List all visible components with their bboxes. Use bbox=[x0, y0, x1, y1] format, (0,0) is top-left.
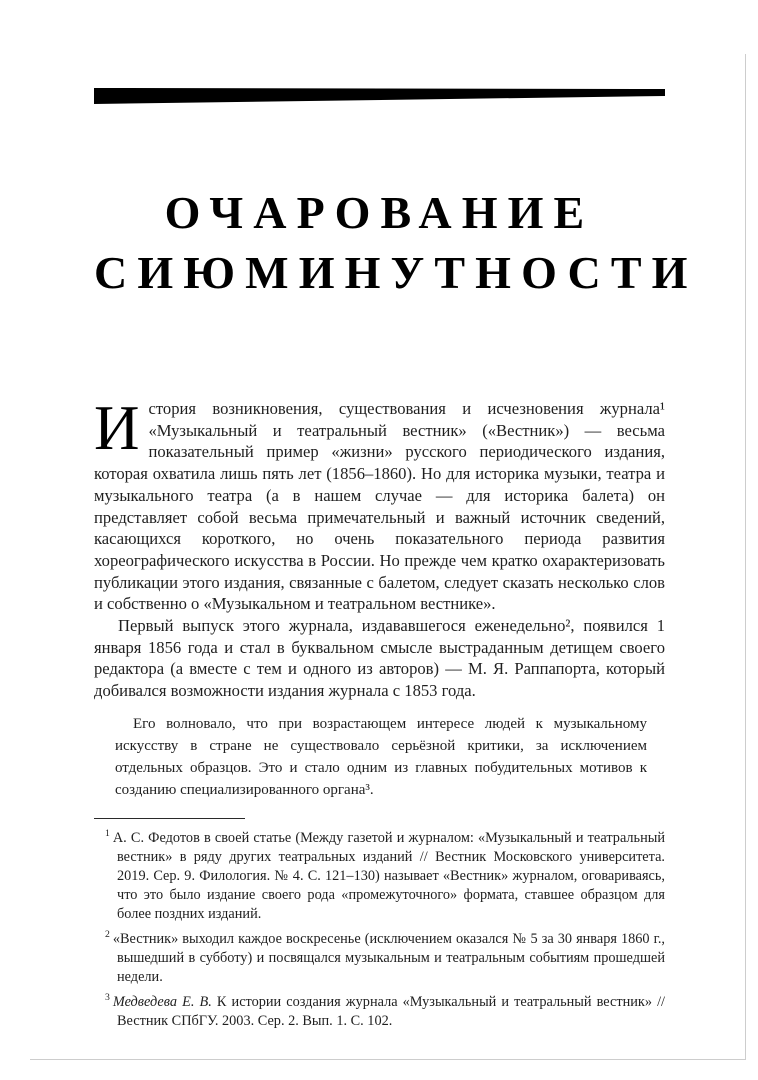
footnote-3-text: К истории создания журнала «Музыкальный и театральный вестник» // Вестник СПбГУ. 2003. Сер. 2. Вып. 1. С. 102. bbox=[117, 993, 666, 1029]
footnote-1 bbox=[94, 829, 665, 924]
body-paragraph-2: Первый выпуск этого журнала, издававшегося еженедельно², появился 1 января 1856 года и стал в буквальном смысле выстраданным детищем своего редактора (а вместе с тем и одного из авторов) — М. Я. Раппапорта, который добивался возможности издания журнала с 1853 года. bbox=[94, 616, 665, 701]
footnote-1-marker: 1 bbox=[105, 828, 110, 840]
chapter-title-line2: СИЮМИНУТНОСТИ bbox=[94, 247, 698, 298]
chapter-ornament bbox=[94, 88, 665, 105]
footnote-3-author: Медведева Е. В. bbox=[112, 993, 212, 1010]
body-text bbox=[94, 393, 665, 801]
footnote-3 bbox=[94, 993, 665, 1031]
footnote-2-marker: 2 bbox=[105, 929, 110, 941]
footnote-separator bbox=[94, 818, 245, 819]
page-edge-right bbox=[745, 54, 746, 1060]
chapter-title-line1: ОЧАРОВАНИЕ bbox=[164, 187, 595, 238]
drop-cap: И bbox=[94, 393, 140, 463]
block-quote: Его волновало, что при возрастающем интересе людей к музыкальному искусству в стране не существовало серьёзной критики, за исключением отдельных образцов. Это и стало одним из главных побудительных мотивов к созданию специализированного органа³. bbox=[115, 715, 647, 798]
chapter-title bbox=[94, 183, 698, 303]
chapter-ornament-rule bbox=[94, 88, 665, 105]
footnote-1-text: А. С. Федотов в своей статье (Между газетой и журналом: «Музыкальный и театральный вестник» в ряду других театральных изданий // Вестник Московского университета. 2019. Сер. 9. Филология. № 4. С. 121–130) называет «Вестник» журналом, оговариваясь, что это было издание своего рода «промежуточного» формата, ставшее образцом для более поздних изданий. bbox=[112, 829, 665, 922]
footnote-3-marker: 3 bbox=[105, 992, 110, 1004]
page-edge-bottom bbox=[30, 1059, 746, 1060]
body-paragraph-1-text: стория возникновения, существования и исчезновения журнала¹ «Музыкальный и театральный вестник» («Вестник») — весьма показательный пример «жизни» русского периодического издания, которая охватила лишь пять лет (1856–1860). Но для историка музыки, театра и музыкального театра (а в нашем случае — для историка балета) он представляет собой весьма примечательный и важный источник сведений, касающихся короткого, но очень показательного периода развития хореографического искусства в России. Но прежде чем кратко охарактеризовать публикации этого издания, связанные с балетом, следует сказать несколько слов и собственно о «Музыкальном и театральном вестнике». bbox=[94, 399, 665, 614]
footnotes-section bbox=[94, 829, 665, 1031]
body-paragraph-1 bbox=[94, 393, 665, 615]
footnote-2 bbox=[94, 930, 665, 987]
footnote-2-text: «Вестник» выходил каждое воскресенье (исключением оказался № 5 за 30 января 1860 г., вышедший в субботу) и посвящался музыкальным и театральным событиям прошедшей недели. bbox=[112, 930, 665, 985]
